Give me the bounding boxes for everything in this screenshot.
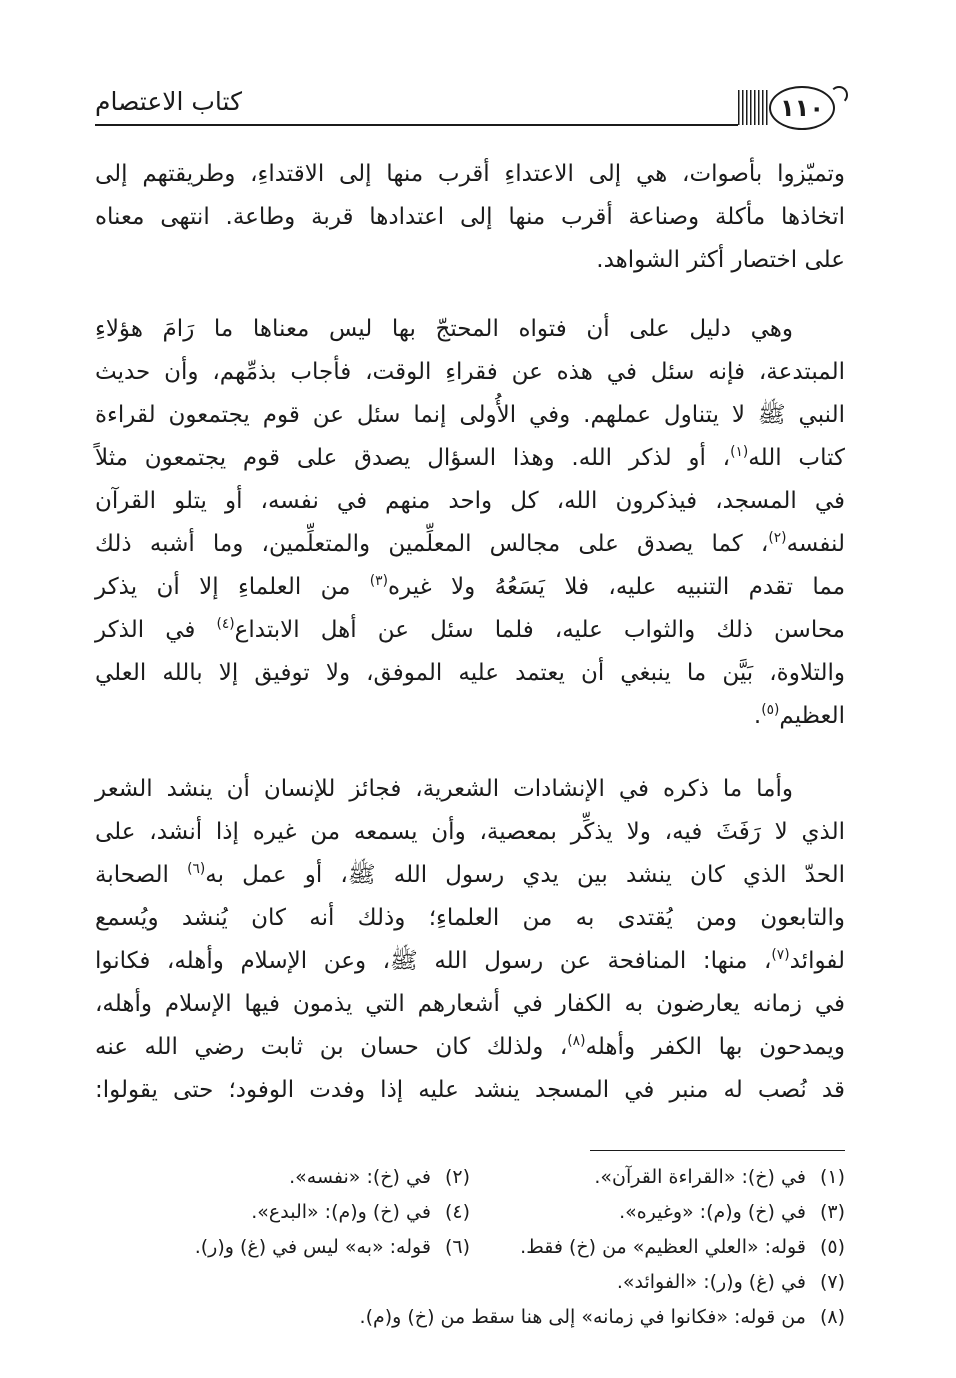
footnote-text: في (خ): «القراءة القرآن». xyxy=(594,1166,806,1188)
footnote-item xyxy=(95,1195,470,1230)
footnote-row xyxy=(95,1265,845,1300)
text-line: في زمانه يعارضون به الكفار في أشعارهم التي يذمون فيها الإسلام وأهله، xyxy=(95,991,845,1017)
footnote-row xyxy=(95,1160,845,1195)
footnote-text: في (خ) و(م): «البدع». xyxy=(251,1201,431,1223)
footnote-text: قوله: «به» ليس في (غ) و(ر). xyxy=(194,1236,431,1258)
running-head-title: كتاب الاعتصام xyxy=(95,87,242,116)
text-line: مما تقدم التنبيه عليه، فلا يَسَعُهُ ولا غيره$^{(٣)}$ من العلماءِ إلا أن يذكر xyxy=(95,573,846,600)
footnotes xyxy=(95,1160,845,1335)
footnote-reference: (١) xyxy=(730,444,749,461)
footnote-item xyxy=(470,1195,845,1230)
footnote-item xyxy=(470,1265,845,1300)
text-line: وتميّزوا بأصوات، هي إلى الاعتداءِ أقرب منها إلى الاقتداءِ، وطريقتهم إلى xyxy=(95,161,845,187)
footnote-number: (٥) xyxy=(819,1236,845,1258)
footnote-number: (٨) xyxy=(819,1306,845,1328)
paragraph xyxy=(95,768,845,1112)
footnote-number: (٧) xyxy=(819,1271,845,1293)
footnote-reference: (٣) xyxy=(369,573,388,590)
ornament-stripes xyxy=(738,90,768,125)
ornament-curl xyxy=(830,86,848,104)
text-line: والتلاوة، بَيَّن ما ينبغي أن يعتمد عليه الموفق، ولا توفيق إلا بالله العلي xyxy=(95,660,845,686)
footnote-number: (٢) xyxy=(444,1166,470,1188)
footnote-row xyxy=(95,1195,845,1230)
paragraph xyxy=(95,308,845,738)
paragraph xyxy=(95,153,845,282)
text-line: وهي دليل على أن فتواه المحتجّ بها ليس معناها ما رَامَ هؤلاءِ xyxy=(95,316,793,342)
text-line: النبي ﷺ لا يتناول عملهم. وفي الأُولى إنما سئل عن قوم يجتمعون لقراءة xyxy=(95,402,845,428)
footnote-separator xyxy=(590,1150,845,1151)
text-line: الحدّ الذي كان ينشد بين يدي رسول الله ﷺ، أو عمل به$^{(٦)}$ الصحابة xyxy=(95,861,845,888)
footnote-item xyxy=(95,1160,470,1195)
footnote-reference: (٥) xyxy=(761,702,780,719)
text-line: لنفسه$^{(٢)}$، كما يصدق على مجالس المعلِّمين والمتعلِّمين، وما أشبه ذلك xyxy=(95,530,845,557)
footnote-reference: (٦) xyxy=(187,861,206,878)
text-line: المبتدعة، فإنه سئل في هذه عن فقراءِ الوقت، فأجاب بذمِّهم، وأن حديث xyxy=(95,359,845,385)
text-line: في المسجد، فيذكرون الله، كل واحد منهم في نفسه، أو يتلو القرآن xyxy=(95,488,845,514)
footnote-number: (٤) xyxy=(444,1201,470,1223)
text-line: محاسن ذلك والثواب عليه، فلما سئل عن أهل الابتداع$^{(٤)}$ في الذكر xyxy=(95,616,845,643)
footnote-item xyxy=(95,1230,470,1265)
text-line: لفوائد$^{(٧)}$، منها: المنافحة عن رسول الله ﷺ، وعن الإسلام وأهله، فكانوا xyxy=(95,947,845,974)
text-line: والتابعون ومن يُقتدى به من العلماءِ؛ وذلك أنه كان يُنشد ويُسمع xyxy=(95,905,845,931)
text-line: ويمدحون بها الكفر وأهله$^{(٨)}$، ولذلك كان حسان بن ثابت رضي الله عنه xyxy=(95,1033,845,1060)
page-number: ١١٠ xyxy=(780,94,824,122)
text-line: وأما ما ذكره في الإنشادات الشعرية، فجائز للإنسان أن ينشد الشعر xyxy=(95,776,793,802)
footnote-item xyxy=(95,1300,845,1335)
text-line: العظيم$^{(٥)}$. xyxy=(753,702,845,729)
main-text xyxy=(95,153,845,1112)
footnote-number: (١) xyxy=(819,1166,845,1188)
footnote-text: في (خ): «نفسه». xyxy=(289,1166,431,1188)
footnote-text: قوله: «العلي العظيم» من (خ) فقط. xyxy=(520,1236,806,1258)
footnote-number: (٦) xyxy=(444,1236,470,1258)
footnote-reference: (٤) xyxy=(216,616,235,633)
footnote-row xyxy=(95,1230,845,1265)
footnote-text: في (خ) و(م): «وغيره». xyxy=(619,1201,806,1223)
page-number-frame xyxy=(769,86,835,130)
footnote-item xyxy=(470,1230,845,1265)
text-line: الذي لا رَفَثَ فيه، ولا يذكِّر بمعصية، وأن يسمعه من غيره إذا أنشد، على xyxy=(95,819,845,845)
text-line: على اختصار أكثر الشواهد. xyxy=(596,247,845,273)
footnote-item xyxy=(470,1160,845,1195)
footnote-reference: (٢) xyxy=(768,530,787,547)
header-rule xyxy=(95,124,738,126)
text-line: اتخاذها مأكلة وصناعة أقرب منها إلى اعتدادها قربة وطاعة. انتهى معناه xyxy=(95,204,845,230)
footnote-number: (٣) xyxy=(819,1201,845,1223)
footnote-reference: (٨) xyxy=(567,1033,586,1050)
footnote-reference: (٧) xyxy=(771,947,790,964)
footnote-row xyxy=(95,1300,845,1335)
footnote-text: من قوله: «فكانوا في زمانه» إلى هنا سقط من (خ) و(م). xyxy=(359,1306,806,1328)
text-line: قد نُصب له منبر في المسجد ينشد عليه إذا وفدت الوفود؛ حتى يقولوا: xyxy=(95,1077,845,1103)
text-line: كتاب الله$^{(١)}$، أو لذكر الله. وهذا السؤال يصدق على قوم يجتمعون مثلاً xyxy=(95,444,845,471)
footnote-text: في (غ) و(ر): «الفوائد». xyxy=(616,1271,806,1293)
